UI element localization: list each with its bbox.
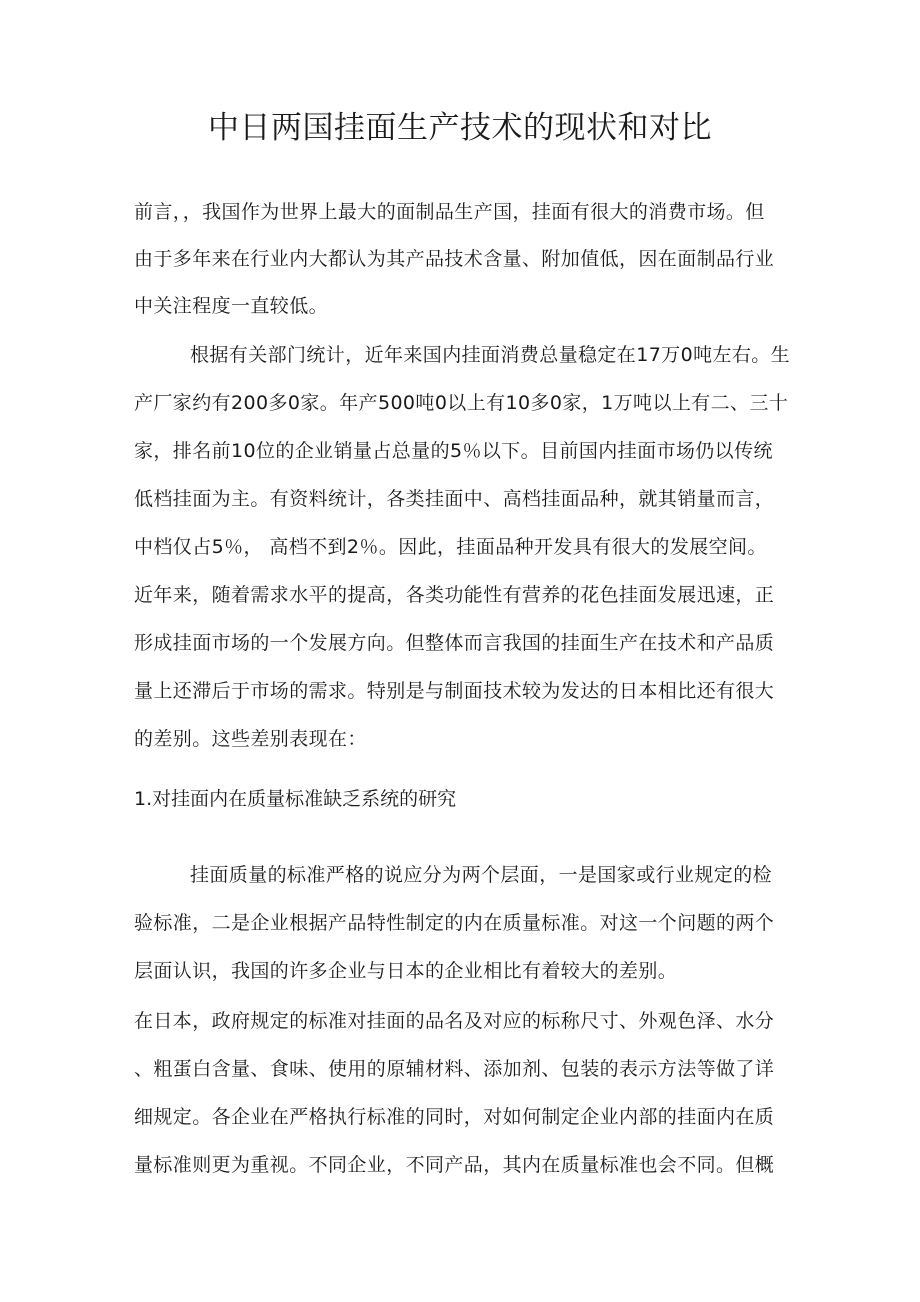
paragraph2-line-9: 的差别。这些差别表现在： bbox=[134, 728, 367, 750]
paragraph3-line-2: 验标准，二是企业根据产品特性制定的内在质量标准。对这一个问题的两个 bbox=[134, 912, 775, 934]
paragraph2-line-2: 产厂家约有200多0家。年产500吨0以上有10多0家，1万吨以上有二、三十 bbox=[134, 392, 789, 414]
paragraph4-line-4: 量标准则更为重视。不同企业，不同产品，其内在质量标准也会不同。但概 bbox=[134, 1154, 775, 1176]
paragraph2-line-3: 家，排名前10位的企业销量占总量的5％以下。目前国内挂面市场仍以传统 bbox=[134, 440, 773, 462]
paragraph2-line-5: 中档仅占5％， 高档不到2％。因此，挂面品种开发具有很大的发展空间。 bbox=[134, 536, 767, 558]
paragraph4-line-1: 在日本，政府规定的标准对挂面的品名及对应的标称尺寸、外观色泽、水分 bbox=[134, 1010, 775, 1032]
paragraph2-line-8: 量上还滞后于市场的需求。特别是与制面技术较为发达的日本相比还有很大 bbox=[134, 680, 775, 702]
paragraph2-line-1: 根据有关部门统计，近年来国内挂面消费总量稳定在17万0吨左右。生 bbox=[190, 344, 791, 366]
intro-line-2: 由于多年来在行业内大都认为其产品技术含量、附加值低，因在面制品行业 bbox=[134, 248, 775, 270]
document-title: 中日两国挂面生产技术的现状和对比 bbox=[208, 110, 712, 146]
section-heading: 1.对挂面内在质量标准缺乏系统的研究 bbox=[134, 788, 457, 810]
paragraph3-line-1: 挂面质量的标准严格的说应分为两个层面，一是国家或行业规定的检 bbox=[190, 864, 773, 886]
intro-line-3: 中关注程度一直较低。 bbox=[134, 295, 329, 317]
paragraph2-line-4: 低档挂面为主。有资料统计，各类挂面中、高档挂面品种，就其销量而言， bbox=[134, 488, 775, 510]
paragraph2-line-7: 形成挂面市场的一个发展方向。但整体而言我国的挂面生产在技术和产品质 bbox=[134, 632, 775, 654]
paragraph4-line-2: 、粗蛋白含量、食味、使用的原辅材料、添加剂、包装的表示方法等做了详 bbox=[134, 1058, 775, 1080]
intro-line-1: 前言，，我国作为世界上最大的面制品生产国，挂面有很大的消费市场。但 bbox=[134, 201, 765, 223]
paragraph4-line-3: 细规定。各企业在严格执行标准的同时，对如何制定企业内部的挂面内在质 bbox=[134, 1106, 775, 1128]
paragraph2-line-6: 近年来，随着需求水平的提高，各类功能性有营养的花色挂面发展迅速，正 bbox=[134, 584, 775, 606]
paragraph3-line-3: 层面认识，我国的许多企业与日本的企业相比有着较大的差别。 bbox=[134, 960, 678, 982]
